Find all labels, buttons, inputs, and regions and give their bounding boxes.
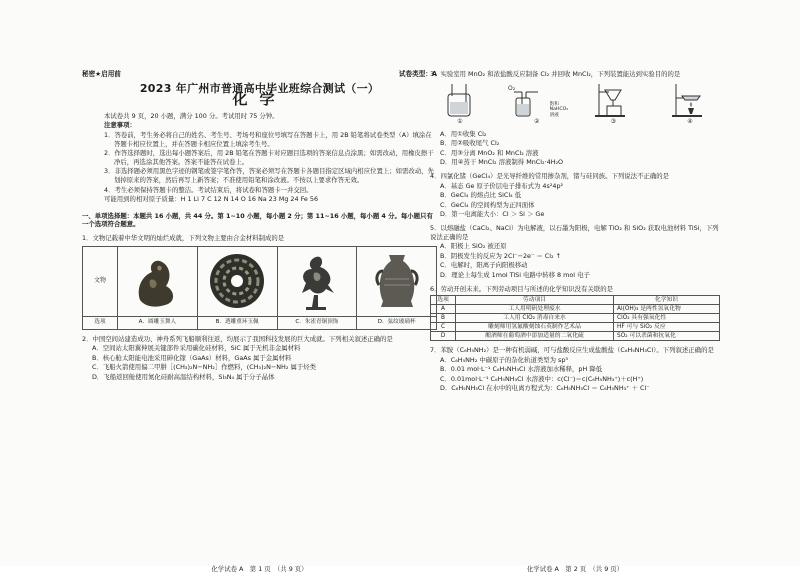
apparatus-two bbox=[507, 82, 567, 128]
option-c: C．飞船火箭使用偏二甲肼［(CH₃)₂N−NH₂］作燃料，(CH₃)₂N−NH₂ 属于烃类 bbox=[92, 363, 317, 372]
page-footer: 化学试卷 A 第 2 页 （共 9 页） bbox=[526, 565, 624, 574]
question-stem: 3．实验室用 MnO₂ 和浓盐酸反应制备 Cl₂ 并回收 MnCl₂，下列装置能达到实验目的的是 bbox=[430, 70, 681, 78]
option-b: B．GeCl₄ 的熔点比 SiCl₄ 低 bbox=[440, 191, 522, 200]
option-d: D．C₆H₅NH₃Cl 在水中的电离方程式为：C₆H₅NH₃Cl ＝ C₆H₅NH₃⁺ ＋ Cl⁻ bbox=[440, 384, 650, 393]
option-a: A．阳极上 SiO₂ 被还原 bbox=[440, 242, 507, 251]
table-row bbox=[431, 305, 720, 314]
apparatus-three bbox=[583, 82, 643, 128]
note-item: 3．非选择题必须用黑色字迹的钢笔或签字笔作答，答案必须写在答题卡各题目指定区域内相应位置上；如需改动，先划掉原来的答案，然后再写上新答案；不准使用铅笔和涂改液。不按以上要求作答无效。 bbox=[104, 167, 434, 184]
page-two bbox=[430, 70, 720, 574]
row-label-option: 选项 bbox=[94, 319, 106, 326]
option-c: C．电解时，阳离子向阳极移动 bbox=[440, 261, 528, 270]
o2-label: O₂ bbox=[507, 84, 515, 92]
note-item: 2．作答选择题时，选出每小题答案后，用 2B 铅笔在答题卡对应题目选项的答案信息点涂黑；如需改动，用橡皮擦干净后，再选涂其他答案。答案不能答在试卷上。 bbox=[104, 149, 434, 166]
apparatus-four bbox=[660, 82, 720, 128]
table-header: 劳动项目 bbox=[456, 296, 614, 305]
note-item: 4．考生必须保持答题卡的整洁。考试结束后，将试卷和答题卡一并交回。 bbox=[104, 185, 313, 194]
note-item: 1．答卷前，考生务必将自己的姓名、考生号、考场号和座位号填写在答题卡上，用 2B 铅笔将试卷类型（A）填涂在答题卡相应位置上，并在答题卡相应位置上填涂考生号。 bbox=[104, 130, 432, 148]
page-one bbox=[82, 70, 437, 574]
apparatus-label: ④ bbox=[687, 117, 693, 125]
option-b: B．阴极发生的反应为 2Cl⁻−2e⁻ ＝ Cl₂ ↑ bbox=[440, 251, 561, 260]
table-cell: ClO₂ 具有强氧化性 bbox=[614, 314, 720, 323]
row-label-item: 文物 bbox=[83, 247, 117, 317]
table-cell: 工人用明矾处理废水 bbox=[456, 305, 614, 314]
question-7 bbox=[430, 346, 720, 393]
apparatus-row bbox=[430, 82, 720, 128]
option-d: D．飞船返回舱使用氮化硅耐高温结构材料，Si₃N₄ 属于分子晶体 bbox=[92, 372, 275, 381]
table-cell: 雕刻师用氢氟酸刻蚀石英制作艺术品 bbox=[456, 323, 614, 332]
table-cell: Al(OH)₃ 是两性氢氧化物 bbox=[614, 305, 720, 314]
option-c: C．GeCl₄ 的空间构型为正四面体 bbox=[440, 200, 535, 209]
question-1 bbox=[82, 234, 437, 330]
atomic-masses: 可能用到的相对原子质量：H 1 Li 7 C 12 N 14 O 16 Na 23 Mg 24 Fe 56 bbox=[104, 195, 319, 204]
option-c: C．朱雀青铜顶饰 bbox=[295, 319, 339, 326]
apparatus-label: ③ bbox=[610, 117, 616, 125]
option-a: A．空间站太阳翼伸展关键部件采用碳化硅材料，SiC 属于无机非金属材料 bbox=[92, 344, 301, 353]
intro-text: 本试卷共 9 页，20 小题，满分 100 分。考试用时 75 分钟。 bbox=[104, 111, 279, 120]
question-stem: 2．中国空间站建造成功、神舟系列飞船顺利往返，均展示了我国科技发展的巨大成就。下列相关叙述正确的是 bbox=[82, 334, 393, 343]
option-b: B．用②吸收尾气 Cl₂ bbox=[440, 139, 500, 148]
option-b: B．透雕重环玉佩 bbox=[215, 319, 259, 326]
option-a: A．圆雕玉舞人 bbox=[138, 319, 177, 326]
jade-dancer-image bbox=[118, 247, 197, 317]
question-3 bbox=[430, 70, 720, 167]
question-6 bbox=[430, 285, 720, 342]
table-row bbox=[431, 314, 720, 323]
option-d: D．用④蒸干 MnCl₂ 溶液制得 MnCl₂·4H₂O bbox=[440, 158, 564, 167]
page-footer: 化学试卷 A 第 1 页 （共 9 页） bbox=[211, 565, 308, 574]
option-d: D．弦纹玻璃杯 bbox=[377, 319, 416, 326]
question-stem: 4．四氯化锗（GeCl₄）是光导纤维的常用掺杂剂，锗与硅同族。下列说法不正确的是 bbox=[430, 171, 670, 180]
exam-title: 2023 年广州市普通高中毕业班综合测试（一） bbox=[139, 81, 380, 95]
secret-label: 秘密★启用前 bbox=[82, 70, 121, 78]
option-b: B．核心舱太阳能电池采用砷化镓（GaAs）材料，GaAs 属于金属材料 bbox=[92, 353, 292, 362]
question-4 bbox=[430, 172, 720, 219]
table-cell: B bbox=[431, 314, 456, 323]
question-stem: 5．以熔融盐（CaCl₂、NaCl）为电解液，以石墨为阳极，电解 TiO₂ 和 SiO₂ 获取电池材料 TiSi，下列说法正确的是 bbox=[430, 223, 719, 241]
apparatus-one bbox=[430, 82, 490, 128]
glass-cup-image bbox=[357, 247, 436, 317]
labor-table bbox=[430, 295, 720, 341]
option-c: C．0.01mol·L⁻¹ C₆H₅NH₃Cl 水溶液中：c(Cl⁻)＝c(C₆H₅NH₃⁺)＋c(H⁺) bbox=[440, 374, 644, 383]
question-stem: 6．劳动开创未来。下列劳动项目与所述的化学知识没有关联的是 bbox=[430, 284, 614, 293]
table-row bbox=[431, 323, 720, 332]
paper-type: 试卷类型：A bbox=[398, 70, 437, 78]
table-cell: A bbox=[431, 305, 456, 314]
section-one-heading: 一、单项选择题：本题共 16 小题，共 44 分。第 1~10 小题，每小题 2 分；第 11~16 小题，每小题 4 分。每小题只有一个选项符合题意。 bbox=[82, 211, 433, 229]
header-line bbox=[82, 70, 437, 79]
jade-pendant-image bbox=[198, 247, 277, 317]
subject-title: 化学 bbox=[232, 90, 287, 109]
option-d: D．理论上每生成 1mol TiSi 电路中转移 8 mol 电子 bbox=[440, 270, 590, 279]
table-cell: HF 可与 SiO₂ 反应 bbox=[614, 323, 720, 332]
option-a: A．用①收集 Cl₂ bbox=[440, 129, 487, 138]
option-a: A．基态 Ge 原子价层电子排布式为 4s²4p² bbox=[440, 181, 564, 190]
option-b: B．0.01 mol·L⁻¹ C₆H₅NH₃Cl 水溶液加水稀释，pH 降低 bbox=[440, 365, 603, 374]
question-stem: 1．文物记载着中华文明的灿烂成就，下列文物主要由合金材料制成的是 bbox=[82, 233, 285, 242]
bronze-phoenix-image bbox=[278, 247, 357, 317]
table-row bbox=[431, 332, 720, 341]
table-cell: 工人用 ClO₂ 消毒自来水 bbox=[456, 314, 614, 323]
table-cell: SO₂ 可以杀菌和抗氧化 bbox=[614, 332, 720, 341]
notes-label: 注意事项： bbox=[104, 121, 136, 130]
table-header: 选项 bbox=[431, 296, 456, 305]
table-header: 化学知识 bbox=[614, 296, 720, 305]
notes-block bbox=[82, 121, 437, 194]
table-header-row bbox=[431, 296, 720, 305]
option-c: C．用③分离 MnO₂ 和 MnCl₂ 溶液 bbox=[440, 148, 539, 157]
apparatus-label: ② bbox=[533, 118, 540, 126]
question-2 bbox=[82, 335, 437, 382]
table-cell: 酿酒师在葡萄酒中添加适量的二氧化硫 bbox=[456, 332, 614, 341]
table-cell: C bbox=[431, 323, 456, 332]
table-cell: D bbox=[431, 332, 456, 341]
artifact-table bbox=[82, 246, 437, 330]
apparatus-label: ① bbox=[457, 117, 463, 125]
option-d: D．第一电离能大小：Cl ＞ Si ＞ Ge bbox=[440, 210, 545, 219]
question-stem: 7．苯胺（C₆H₅NH₂）是一种有机弱碱，可与盐酸反应生成盐酸盐（C₆H₅NH₃Cl）。下列叙述正确的是 bbox=[430, 346, 714, 355]
question-5 bbox=[430, 224, 720, 280]
option-a: A．C₆H₅NH₂ 中碳原子的杂化轨道类型为 sp³ bbox=[440, 355, 568, 364]
nahco3-label: 饱和 NaHCO₃ 溶液 bbox=[549, 101, 569, 118]
